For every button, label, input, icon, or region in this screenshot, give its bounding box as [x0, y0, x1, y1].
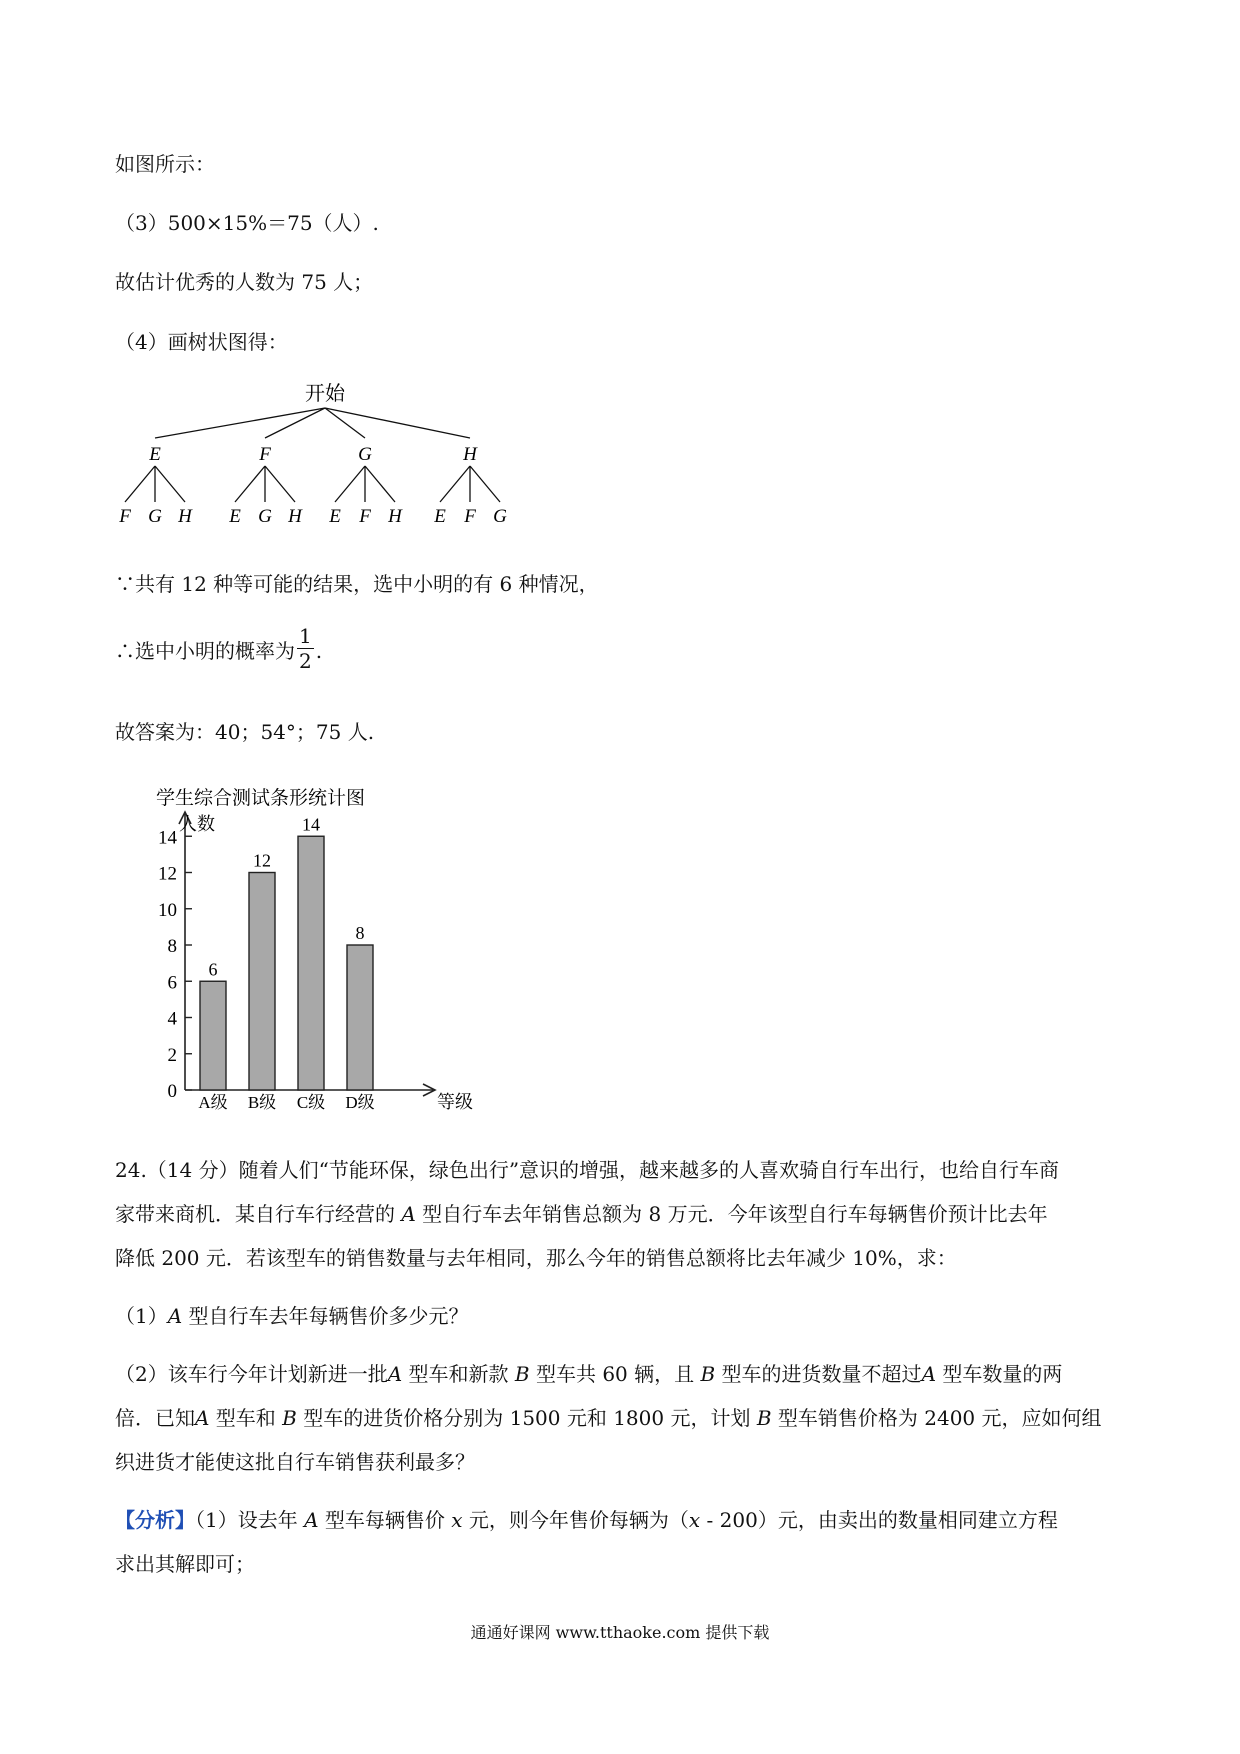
bar-value-label: 8 — [355, 923, 365, 943]
text: 型车的进货数量不超过 — [715, 1362, 922, 1386]
bar-value-label: 12 — [253, 850, 271, 871]
tree-level2-label: G — [493, 506, 507, 527]
tree-level2-label: G — [258, 506, 272, 527]
text: 型车的进货价格分别为 1500 元和 1800 元，计划 — [296, 1406, 757, 1430]
text: （1）设去年 — [195, 1508, 305, 1532]
tree-level2-label: H — [178, 506, 192, 527]
x-tick-label: B级 — [247, 1093, 277, 1112]
problem-24-row-3: 降低 200 元．若该型车的销售数量与去年相同，那么今年的销售总额将比去年减少 10%，求： — [115, 1246, 957, 1270]
tree-level2-label: E — [229, 506, 241, 527]
tree-level2-label: E — [434, 506, 446, 527]
text-line-answer: 故答案为：40；54°；75 人. — [115, 720, 375, 744]
tree-branch — [325, 408, 470, 438]
bar-chart — [140, 780, 480, 1130]
text: - 200）元，由卖出的数量相同建立方程 — [700, 1508, 1058, 1532]
var: A — [304, 1508, 319, 1532]
var: A — [387, 1362, 403, 1386]
tree-level2-label: G — [148, 506, 162, 527]
tree-level2-label: F — [464, 506, 476, 527]
bar — [298, 836, 324, 1090]
tree-level1-label: G — [358, 444, 372, 465]
tree-level2-label: E — [329, 506, 341, 527]
tree-level1-label: H — [463, 444, 477, 465]
tree-branch — [335, 466, 365, 502]
question-2-row-3: 织进货才能使这批自行车销售获利最多？ — [115, 1450, 475, 1474]
text: 型自行车去年每辆售价多少元？ — [182, 1304, 469, 1328]
footer-text: 通通好课网 www.tthaoke.com 提供下载 — [470, 1623, 770, 1642]
text-line-outcomes: ∵共有 12 种等可能的结果，选中小明的有 6 种情况， — [115, 572, 599, 596]
text: 型自行车去年销售总额为 8 万元．今年该型自行车每辆售价预计比去年 — [415, 1202, 1048, 1226]
problem-24 — [115, 1148, 1135, 1586]
tree-level1-label: F — [259, 444, 271, 465]
tree-branch — [265, 408, 325, 438]
chart-title: 学生综合测试条形统计图 — [156, 788, 366, 809]
text-line-probability — [115, 624, 323, 677]
bar-value-label: 14 — [302, 814, 320, 835]
tree-branch — [125, 466, 155, 502]
var: A — [167, 1304, 183, 1328]
y-tick-label: 10 — [158, 899, 177, 921]
tree-level2-label: F — [359, 506, 371, 527]
tree-branch — [265, 466, 295, 502]
text: 型车和 — [209, 1406, 283, 1430]
fraction-denominator: 2 — [299, 649, 312, 673]
tree-level1-label: E — [149, 444, 161, 465]
fraction — [297, 624, 314, 673]
var: B — [700, 1362, 716, 1386]
text: （2）该车行今年计划新进一批 — [115, 1362, 388, 1386]
tree-level2-label: H — [388, 506, 402, 527]
tree-diagram — [110, 380, 530, 550]
question-2-row-1 — [115, 1352, 1135, 1396]
problem-24-row-1: 24.（14 分）随着人们“节能环保，绿色出行”意识的增强，越来越多的人喜欢骑自行车出行，也给自行车商 — [115, 1158, 1060, 1182]
var: A — [921, 1362, 937, 1386]
text: 倍．已知 — [115, 1406, 195, 1430]
text: 家带来商机．某自行车行经营的 — [115, 1202, 402, 1226]
x-tick-label: D级 — [345, 1093, 375, 1112]
x-tick-label: A级 — [198, 1093, 228, 1112]
question-1 — [115, 1294, 1135, 1338]
text: 型车销售价格为 2400 元，应如何组 — [771, 1406, 1102, 1430]
tree-branch — [155, 408, 325, 438]
var: B — [282, 1406, 297, 1430]
text: 型车数量的两 — [936, 1362, 1063, 1386]
tree-branch — [440, 466, 470, 502]
probability-text: ∴选中小明的概率为 — [115, 639, 295, 663]
var: x — [451, 1508, 463, 1532]
problem-24-row-2 — [115, 1192, 1135, 1236]
text: 型车和新款 — [402, 1362, 515, 1386]
bar — [200, 981, 226, 1090]
y-axis-label: 人数 — [179, 814, 215, 834]
y-tick-label: 6 — [167, 972, 177, 994]
bar-value-label: 6 — [208, 959, 218, 980]
x-axis-label: 等级 — [437, 1092, 473, 1112]
tree-branch — [235, 466, 265, 502]
text-line-part4: （4）画树状图得： — [115, 330, 288, 354]
text: 元，则今年售价每辆为（ — [462, 1508, 689, 1532]
y-tick-label: 2 — [167, 1044, 177, 1066]
text-line-estimate: 故估计优秀的人数为 75 人； — [115, 270, 374, 294]
tree-branch — [365, 466, 395, 502]
bar — [347, 945, 373, 1090]
text: 型车每辆售价 — [318, 1508, 452, 1532]
y-tick-label: 0 — [167, 1081, 177, 1102]
analysis-tag: 【分析】 — [115, 1508, 195, 1532]
tree-branch — [155, 466, 185, 502]
tree-level2-label: H — [288, 506, 302, 527]
tree-branch — [470, 466, 500, 502]
text-line-figure: 如图所示： — [115, 152, 215, 176]
y-tick-label: 4 — [167, 1008, 177, 1030]
fraction-numerator: 1 — [299, 624, 312, 648]
tree-level2-label: F — [119, 506, 131, 527]
var: B — [514, 1362, 530, 1386]
var: A — [195, 1406, 210, 1430]
text: 型车共 60 辆，且 — [529, 1362, 701, 1386]
x-tick-label: C级 — [296, 1093, 326, 1112]
probability-period: . — [315, 639, 323, 663]
analysis-row-1 — [115, 1498, 1135, 1542]
analysis-row-2: 求出其解即可； — [115, 1552, 255, 1576]
tree-root-label: 开始 — [305, 383, 345, 405]
bar — [249, 873, 275, 1091]
question-2-row-2 — [115, 1396, 1135, 1440]
y-tick-label: 12 — [158, 863, 177, 885]
y-tick-label: 14 — [158, 827, 177, 849]
y-tick-label: 8 — [167, 936, 177, 957]
var: B — [756, 1406, 772, 1430]
var: x — [688, 1508, 701, 1532]
text-line-part3: （3）500×15%＝75（人）. — [115, 211, 379, 235]
var: A — [401, 1202, 416, 1226]
text: （1） — [115, 1304, 168, 1328]
